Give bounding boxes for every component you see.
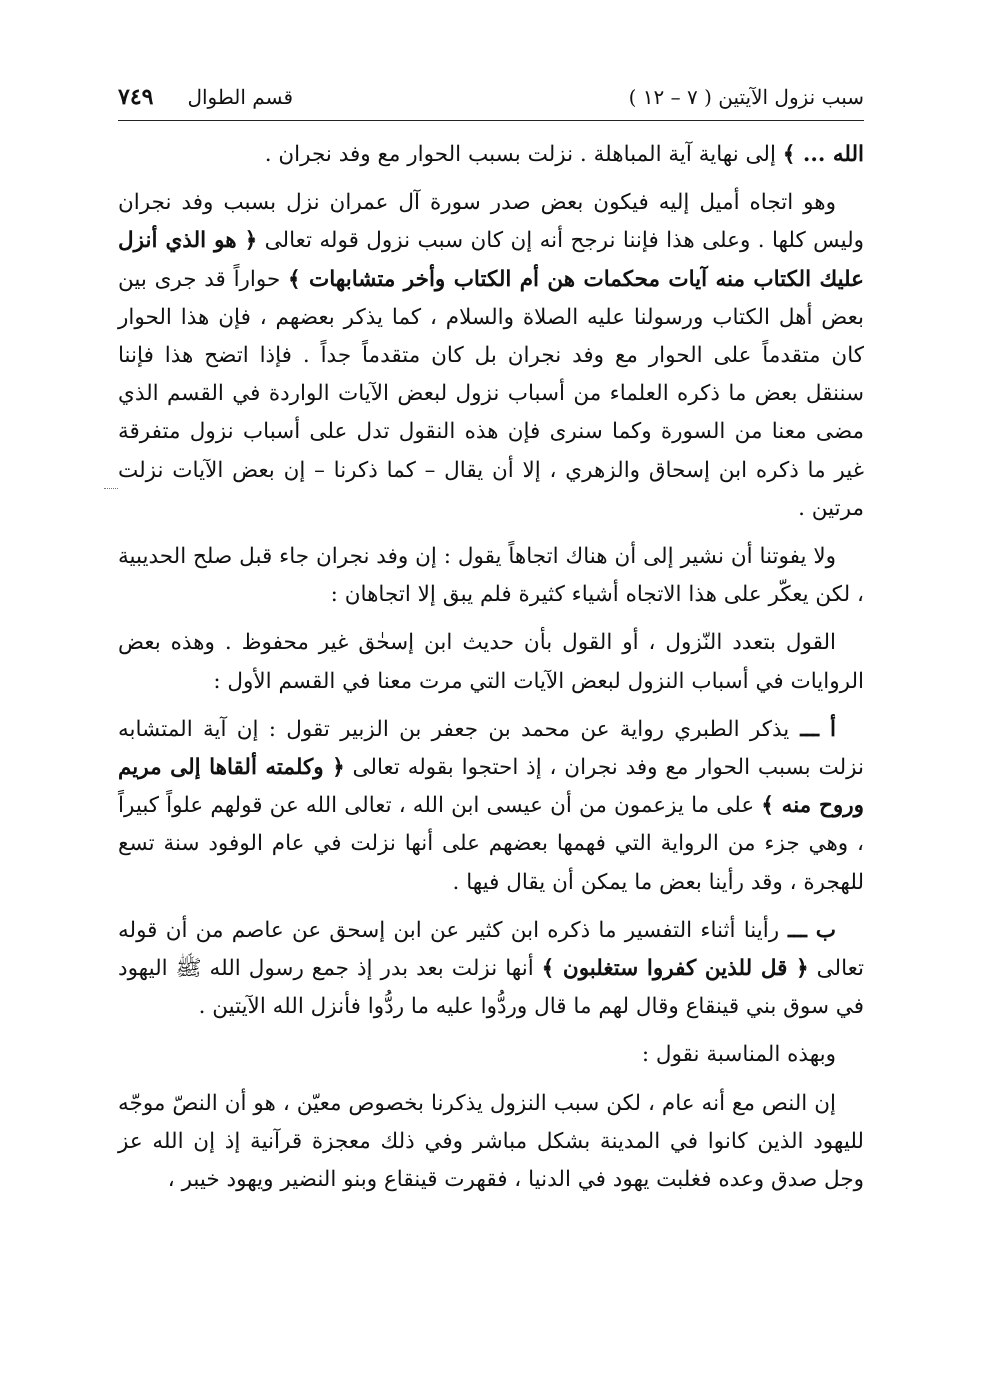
paragraph bbox=[118, 1036, 864, 1074]
text-segment: إن النص مع أنه عام ، لكن سبب النزول يذكرنا بخصوص معيّن ، هو أن النصّ موجّه لليهود الذين كانوا في المدينة بشكل مباشر وفي ذلك معجزة قرآنية إذ إن الله عز وجل صدق وعده فغلبت يهود في الدنيا ، فقهرت قينقاع وبنو النضير ويهود خيبر ، bbox=[118, 1090, 864, 1193]
paragraph bbox=[118, 136, 864, 174]
text-segment: القول بتعدد النّزول ، أو القول بأن حديث ابن إسحٰق غير محفوظ . وهذه بعض الروايات في أسباب النزول لبعض الآيات التي مرت معنا في القسم الأول : bbox=[118, 630, 864, 694]
paragraph bbox=[118, 538, 864, 614]
running-title: سبب نزول الآيتين ( ٧ – ١٢ ) bbox=[628, 85, 864, 109]
paragraph bbox=[118, 1085, 864, 1200]
text-segment: وبهذه المناسبة نقول : bbox=[641, 1042, 836, 1068]
header-left-group bbox=[118, 84, 293, 110]
body-text bbox=[118, 136, 864, 1209]
text-segment: على ما يزعمون من أن عيسى ابن الله ، تعالى الله عن قولهم علواً كبيراً ، وهي جزء من الرواية التي فهمها بعضهم على أنها نزلت في عام الوفود سنة تسع للهجرة ، وقد رأينا بعض ما يمكن أن يقال فيها . bbox=[118, 793, 864, 895]
emphasized-text: أ ـــ bbox=[789, 716, 836, 742]
text-segment: وهو اتجاه أميل إليه فيكون بعض صدر سورة آل عمران نزل بسبب وفد نجران وليس كلها . وعلى هذا فإننا نرجح أنه إن كان سبب نزول قوله تعالى bbox=[118, 190, 865, 254]
section-name: قسم الطوال bbox=[187, 85, 293, 109]
text-segment: إلى نهاية آية المباهلة . نزلت بسبب الحوار مع وفد نجران . bbox=[264, 142, 783, 167]
header-rule bbox=[118, 120, 864, 121]
emphasized-text: ﴿ وكلمته ألقاها إلى مريم وروح منه ﴾ bbox=[118, 755, 865, 819]
paragraph bbox=[118, 912, 864, 1027]
paragraph bbox=[118, 624, 864, 700]
emphasized-text: ب ـــ bbox=[779, 917, 837, 943]
emphasized-text: الله ... ﴾ bbox=[782, 142, 864, 167]
running-header bbox=[118, 80, 864, 114]
page-number: ٧٤٩ bbox=[118, 84, 154, 110]
text-segment: حواراً قد جرى بين بعض أهل الكتاب ورسولنا عليه الصلاة والسلام ، كما يذكر بعضهم ، فإن هذا الحوار كان متقدماً على الحوار مع وفد نجران بل كان متقدماً جداً . فإذا اتضح هذا فإننا سننقل بعض ما ذكره العلماء من أسباب نزول لبعض الآيات الواردة في القسم الذي مضى معنا من السورة وكما سنرى فإن هذه النقول تدل على أسباب نزول متفرقة غير ما ذكره ابن إسحاق والزهري ، إلا أن يقال – كما ذكرنا – إن بعض الآيات نزلت مرتين . bbox=[118, 266, 864, 521]
paragraph bbox=[118, 184, 864, 528]
text-segment: رأينا أثناء التفسير ما ذكره ابن كثير عن ابن إسحق عن عاصم من أن قوله تعالى bbox=[118, 917, 864, 982]
text-segment: أنها نزلت بعد بدر إذ جمع رسول الله ﷺ اليهود في سوق بني قينقاع وقال لهم ما قال وردُّوا عليه ما ردُّوا فأنزل الله الآيتين . bbox=[118, 956, 864, 1020]
text-segment: ولا يفوتنا أن نشير إلى أن هناك اتجاهاً يقول : إن وفد نجران جاء قبل صلح الحديبية ، لكن يعكّر على هذا الاتجاه أشياء كثيرة فلم يبق إلا اتجاهان : bbox=[118, 544, 864, 608]
margin-dots bbox=[104, 488, 118, 489]
emphasized-text: ﴿ قل للذين كفروا ستغلبون ﴾ bbox=[541, 956, 809, 982]
emphasized-text: ﴿ هو الذي أنزل عليك الكتاب منه آيات محكمات هن أم الكتاب وأخر متشابهات ﴾ bbox=[118, 228, 865, 292]
text-segment: يذكر الطبري رواية عن محمد بن جعفر بن الزبير تقول : إن آية المتشابه نزلت بسبب الحوار مع وفد نجران ، إذ احتجوا بقوله تعالى bbox=[118, 716, 864, 781]
paragraph bbox=[118, 711, 864, 902]
